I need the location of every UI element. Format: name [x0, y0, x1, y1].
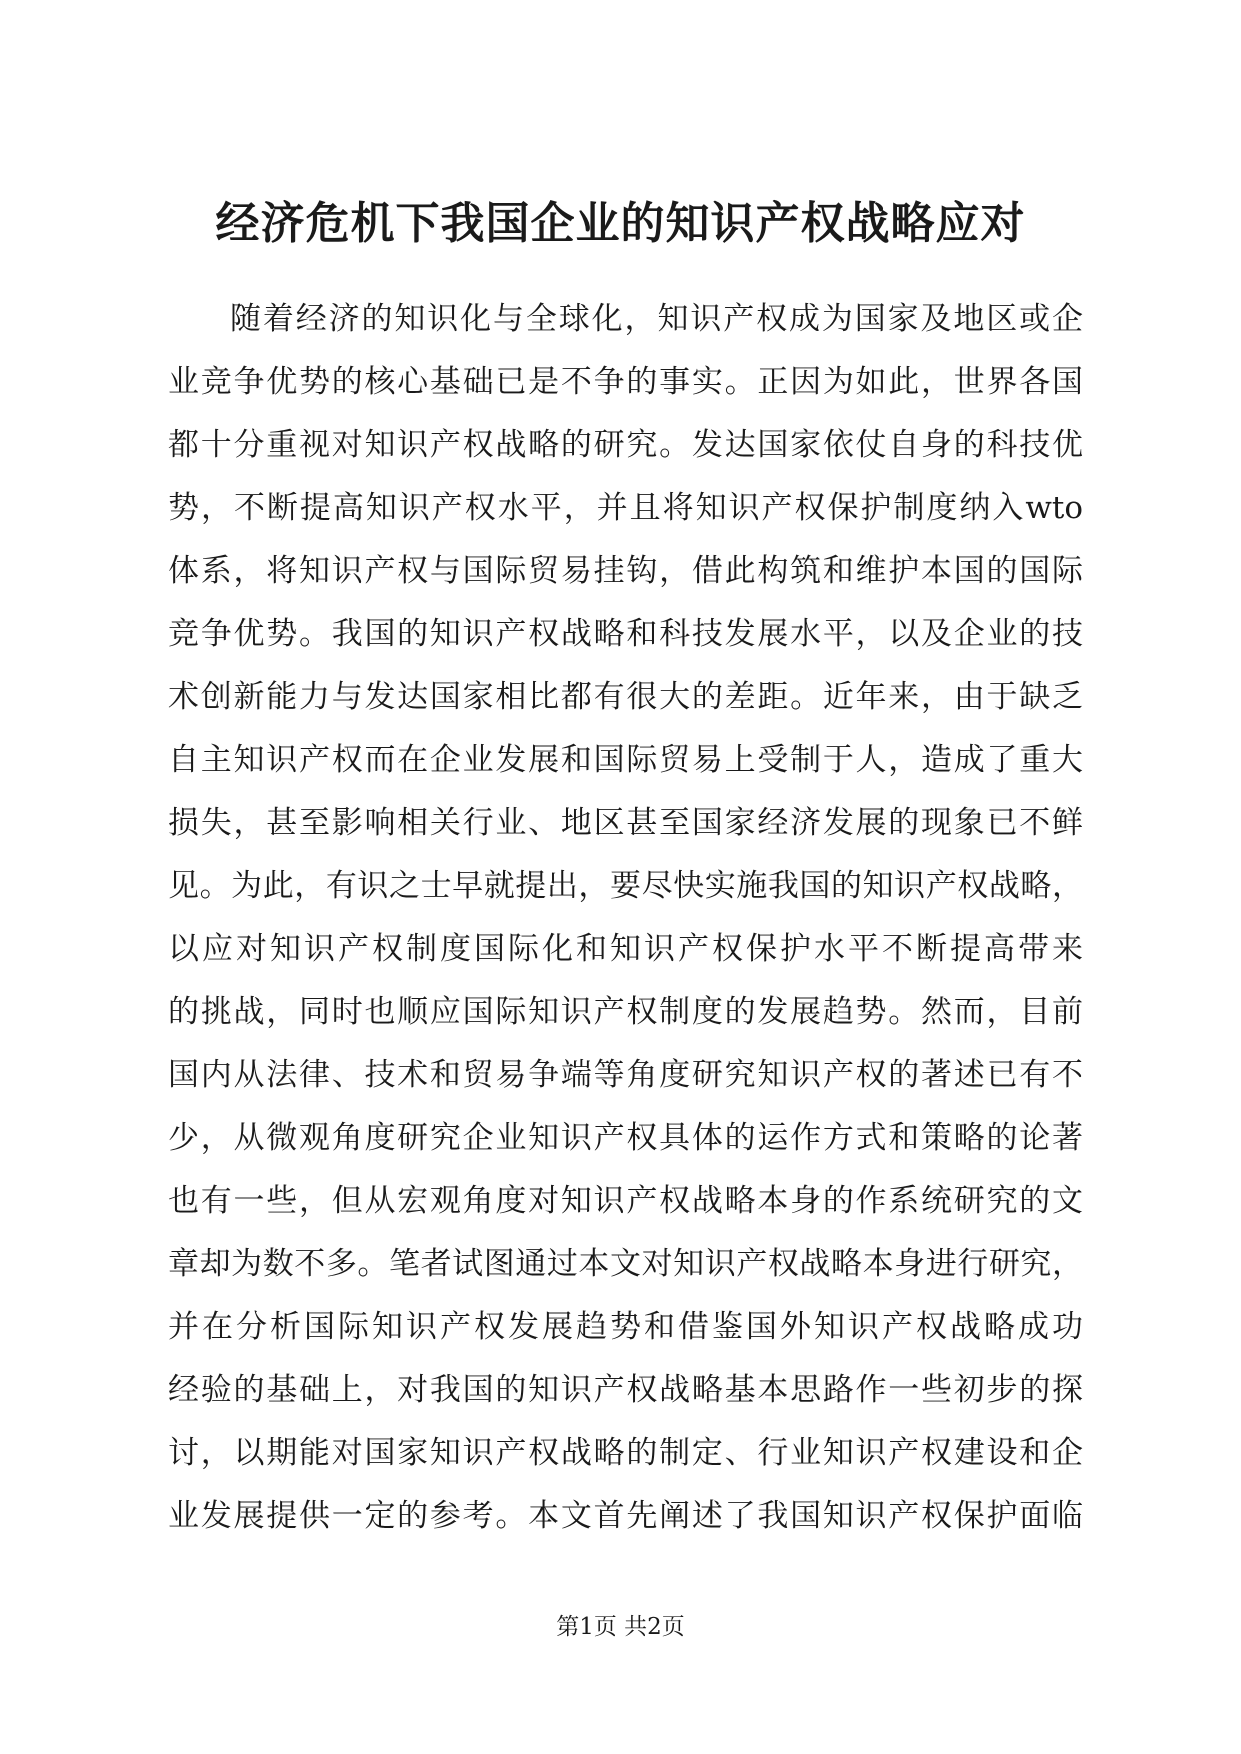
- body-line: 势，不断提高知识产权水平，并且将知识产权保护制度纳入wto: [168, 490, 1083, 526]
- body-line: 也有一些，但从宏观角度对知识产权战略本身的作系统研究的文: [168, 1183, 1083, 1219]
- document-body: [168, 288, 1083, 1548]
- body-line: 讨，以期能对国家知识产权战略的制定、行业知识产权建设和企: [168, 1435, 1083, 1471]
- body-line: 自主知识产权而在企业发展和国际贸易上受制于人，造成了重大: [168, 742, 1083, 778]
- body-line: 竞争优势。我国的知识产权战略和科技发展水平，以及企业的技: [168, 616, 1083, 652]
- body-line: 体系，将知识产权与国际贸易挂钩，借此构筑和维护本国的国际: [168, 553, 1083, 589]
- body-line: 见。为此，有识之士早就提出，要尽快实施我国的知识产权战略，: [168, 868, 1083, 904]
- body-line: 国内从法律、技术和贸易争端等角度研究知识产权的著述已有不: [168, 1057, 1083, 1093]
- body-line: 经验的基础上，对我国的知识产权战略基本思路作一些初步的探: [168, 1372, 1083, 1408]
- body-line: 以应对知识产权制度国际化和知识产权保护水平不断提高带来: [168, 931, 1083, 967]
- document-title: 经济危机下我国企业的知识产权战略应对: [215, 198, 1026, 249]
- body-line: 随着经济的知识化与全球化，知识产权成为国家及地区或企: [230, 301, 1083, 337]
- body-line: 业竞争优势的核心基础已是不争的事实。正因为如此，世界各国: [168, 364, 1083, 400]
- body-line: 业发展提供一定的参考。本文首先阐述了我国知识产权保护面临: [168, 1498, 1083, 1534]
- body-line: 章却为数不多。笔者试图通过本文对知识产权战略本身进行研究，: [168, 1246, 1083, 1282]
- body-line: 术创新能力与发达国家相比都有很大的差距。近年来，由于缺乏: [168, 679, 1083, 715]
- body-line: 少，从微观角度研究企业知识产权具体的运作方式和策略的论著: [168, 1120, 1083, 1156]
- body-line: 的挑战，同时也顺应国际知识产权制度的发展趋势。然而，目前: [168, 994, 1083, 1030]
- page-number-footer: 第1页 共2页: [556, 1614, 685, 1640]
- body-line: 并在分析国际知识产权发展趋势和借鉴国外知识产权战略成功: [168, 1309, 1083, 1345]
- body-line: 损失，甚至影响相关行业、地区甚至国家经济发展的现象已不鲜: [168, 805, 1083, 841]
- body-line: 都十分重视对知识产权战略的研究。发达国家依仗自身的科技优: [168, 427, 1083, 463]
